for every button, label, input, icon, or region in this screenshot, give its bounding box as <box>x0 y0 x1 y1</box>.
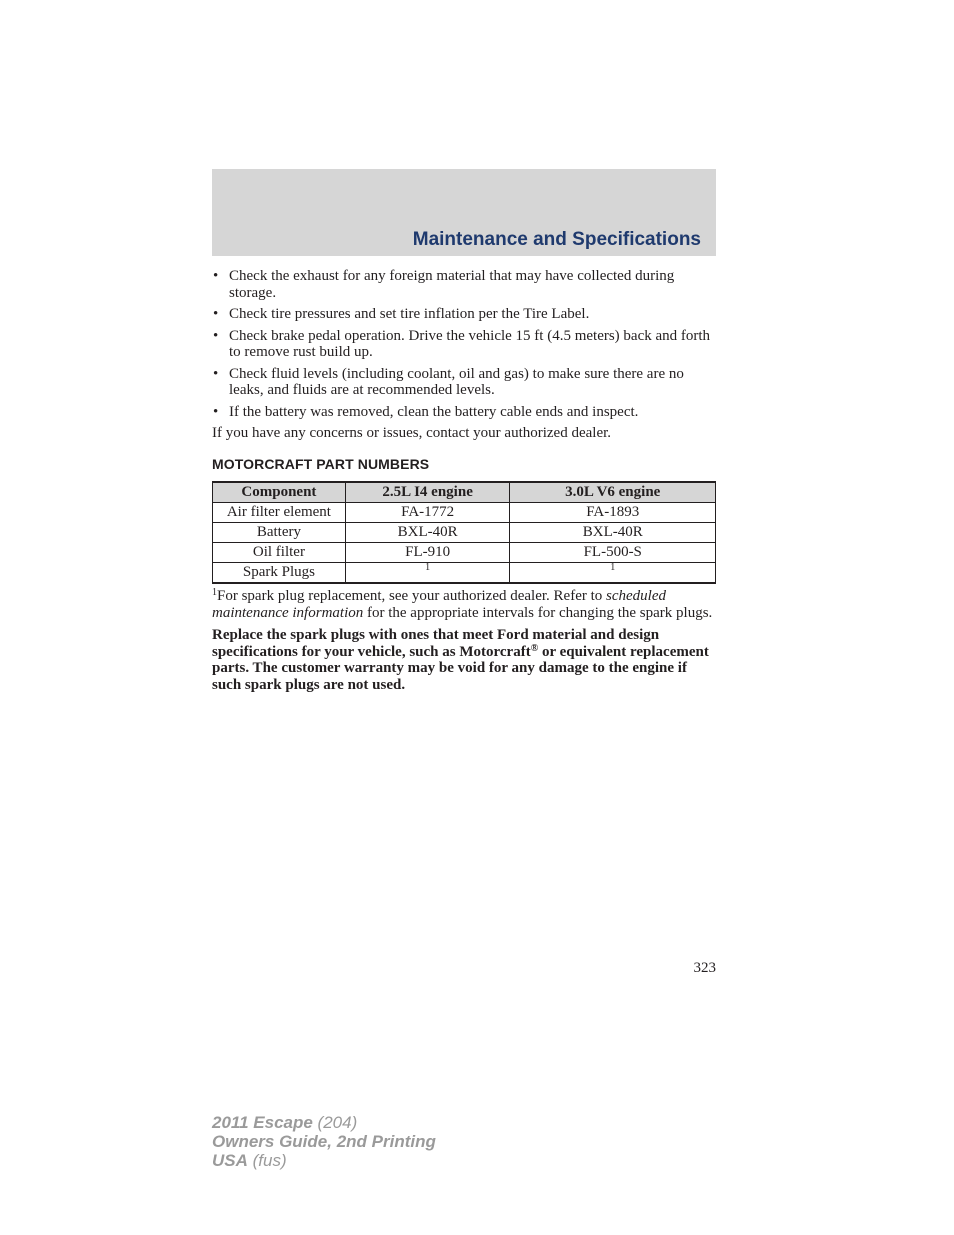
column-header-3-0l: 3.0L V6 engine <box>510 482 716 503</box>
footnote-text: For spark plug replacement, see your authorized dealer. Refer to <box>217 588 607 604</box>
bullet-icon: • <box>213 306 219 322</box>
footnote-text-end: for the appropriate intervals for changing the spark plugs. <box>363 604 713 621</box>
bullet-icon: • <box>213 365 219 382</box>
document-footer <box>212 1113 436 1170</box>
footer-model: 2011 Escape <box>212 1113 313 1132</box>
warning-text-end: or equivalent replacement parts. The customer warranty may be void for any damage to the engine if such spark plugs are not used. <box>212 643 709 693</box>
concerns-paragraph: If you have any concerns or issues, contact your authorized dealer. <box>212 425 612 441</box>
page-number: 323 <box>693 960 716 976</box>
table-row <box>213 503 716 523</box>
list-item-text: Check brake pedal operation. Drive the vehicle 15 ft (4.5 meters) back and forth to remove rust build up. <box>229 327 711 360</box>
table-cell: FL-500-S <box>510 543 716 563</box>
footer-market-code: (fus) <box>247 1151 287 1170</box>
footer-model-code: (204) <box>312 1113 358 1132</box>
bullet-icon: • <box>213 403 219 420</box>
list-item-text: Check the exhaust for any foreign material that may have collected during storage. <box>229 268 675 301</box>
column-header-component: Component <box>213 482 346 503</box>
footnote-ref: 1 <box>345 563 510 584</box>
footnote-marker: 1 <box>212 587 217 598</box>
list-item-text: Check tire pressures and set tire inflation per the Tire Label. <box>229 306 590 322</box>
page-title: Maintenance and Specifications <box>412 229 701 250</box>
footnote <box>212 588 716 621</box>
bullet-icon: • <box>213 268 219 284</box>
section-heading: MOTORCRAFT PART NUMBERS <box>212 455 430 472</box>
list-item <box>212 268 716 301</box>
table-row <box>213 563 716 584</box>
table-cell: Spark Plugs <box>213 563 346 584</box>
table-cell: BXL-40R <box>510 523 716 543</box>
list-item <box>212 404 716 421</box>
column-header-2-5l: 2.5L I4 engine <box>345 482 510 503</box>
footer-market: USA <box>212 1151 248 1170</box>
registered-mark: ® <box>530 642 539 654</box>
checklist <box>212 268 716 420</box>
table-row <box>213 523 716 543</box>
footnote-reference: scheduled maintenance information <box>212 588 667 621</box>
part-numbers-table <box>212 481 716 584</box>
table-cell: FA-1893 <box>510 503 716 523</box>
bullet-icon: • <box>213 327 219 344</box>
table-cell: BXL-40R <box>345 523 510 543</box>
table-cell: Oil filter <box>213 543 346 563</box>
list-item <box>212 366 716 399</box>
table-header-row <box>213 482 716 503</box>
table-cell: FA-1772 <box>345 503 510 523</box>
footer-line-model <box>212 1113 436 1132</box>
footnote-ref: 1 <box>510 563 716 584</box>
table-cell: Air filter element <box>213 503 346 523</box>
header-band <box>212 169 716 256</box>
table-cell: FL-910 <box>345 543 510 563</box>
main-content <box>212 268 716 693</box>
list-item-text: If the battery was removed, clean the battery cable ends and inspect. <box>229 403 639 420</box>
list-item <box>212 306 716 323</box>
list-item <box>212 328 716 361</box>
warning-text: Replace the spark plugs with ones that meet Ford material and design specifications for your vehicle, such as Motorcraft <box>212 627 660 660</box>
table-cell: Battery <box>213 523 346 543</box>
table-row <box>213 543 716 563</box>
spark-plug-warning <box>212 627 716 693</box>
list-item-text: Check fluid levels (including coolant, oil and gas) to make sure there are no leaks, and fluids are at recommended levels. <box>229 365 684 398</box>
footer-line-edition: Owners Guide, 2nd Printing <box>212 1132 436 1151</box>
footer-line-market <box>212 1151 436 1170</box>
